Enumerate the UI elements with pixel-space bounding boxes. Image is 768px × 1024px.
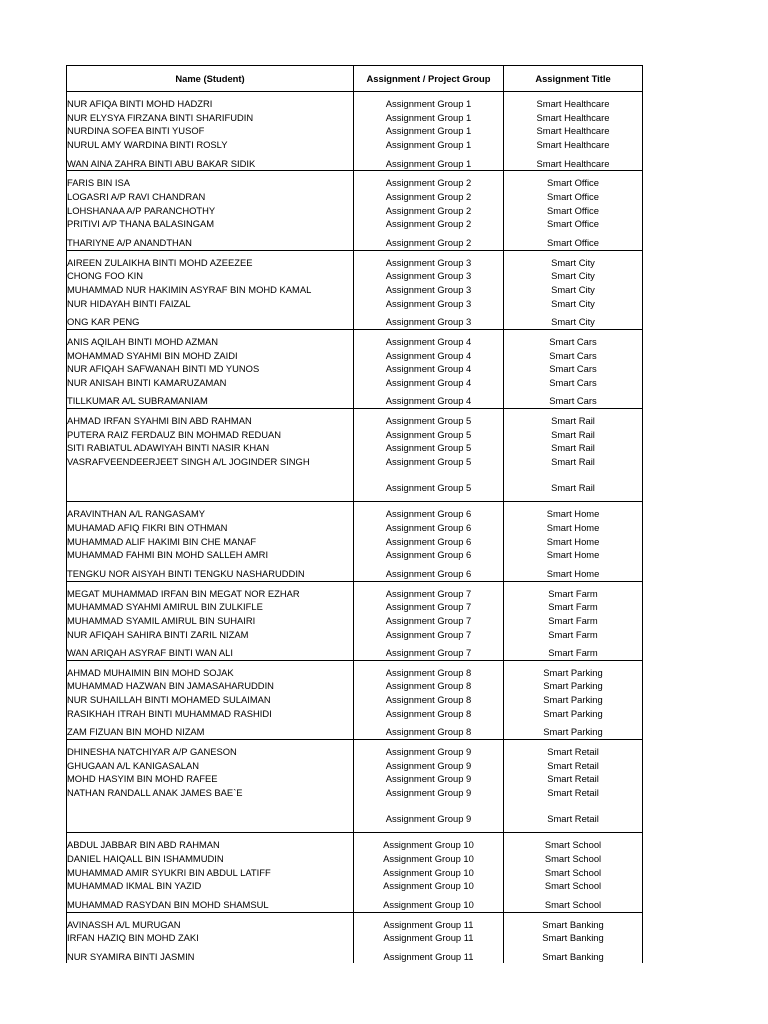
table-row [67,587,643,601]
project-group-cell: Assignment Group 9 [354,745,504,759]
assignment-title-cell: Smart City [504,297,643,311]
assignment-title-cell: Smart Office [504,204,643,218]
group-block [67,740,643,833]
student-name-cell: NUR ELYSYA FIRZANA BINTI SHARIFUDIN [67,111,354,125]
group-block [67,581,643,660]
student-name-cell: NUR AFIQAH SAFWANAH BINTI MD YUNOS [67,362,354,376]
assignment-title-cell: Smart Home [504,535,643,549]
table-row [67,679,643,693]
project-group-cell: Assignment Group 5 [354,455,504,469]
table-row [67,866,643,880]
table-row [67,745,643,759]
assignment-title-cell: Smart Home [504,521,643,535]
project-group-cell: Assignment Group 8 [354,707,504,721]
project-group-cell: Assignment Group 11 [354,950,504,964]
project-group-cell: Assignment Group 10 [354,852,504,866]
student-name-cell: WAN ARIQAH ASYRAF BINTI WAN ALI [67,646,354,660]
table-row [67,256,643,270]
assignment-title-cell: Smart School [504,898,643,912]
student-name-cell: NUR HIDAYAH BINTI FAIZAL [67,297,354,311]
group-block [67,912,643,963]
assignment-title-cell: Smart Healthcare [504,111,643,125]
project-group-cell: Assignment Group 3 [354,283,504,297]
project-group-cell: Assignment Group 6 [354,548,504,562]
table-row [67,852,643,866]
student-name-cell: THARIYNE A/P ANANDTHAN [67,236,354,250]
table-row [67,898,643,912]
table-row [67,628,643,642]
student-name-cell: MUHAMMAD ALIF HAKIMI BIN CHE MANAF [67,535,354,549]
student-name-cell: AHMAD IRFAN SYAHMI BIN ABD RAHMAN [67,414,354,428]
assignment-title-cell: Smart Farm [504,628,643,642]
assignment-title-cell: Smart City [504,269,643,283]
assignment-title-cell: Smart Rail [504,428,643,442]
student-name-cell: IRFAN HAZIQ BIN MOHD ZAKI [67,931,354,945]
assignment-title-cell: Smart Cars [504,376,643,390]
student-name-cell: NUR ANISAH BINTI KAMARUZAMAN [67,376,354,390]
assignment-title-cell: Smart Home [504,548,643,562]
project-group-cell: Assignment Group 2 [354,204,504,218]
table-row [67,521,643,535]
student-name-cell: MOHAMMAD SYAHMI BIN MOHD ZAIDI [67,349,354,363]
assignment-title-cell: Smart City [504,256,643,270]
project-group-cell: Assignment Group 6 [354,521,504,535]
table-row [67,772,643,786]
student-name-cell [67,474,354,502]
assignment-title-cell: Smart Home [504,507,643,521]
project-group-cell: Assignment Group 1 [354,138,504,152]
group-block [67,171,643,250]
table-row [67,414,643,428]
project-group-cell: Assignment Group 8 [354,725,504,739]
assignment-title-cell: Smart Office [504,176,643,190]
assignment-title-cell: Smart Banking [504,931,643,945]
table-row [67,176,643,190]
group-block [67,250,643,329]
student-name-cell: VASRAFVEENDEERJEET SINGH A/L JOGINDER SINGH [67,455,354,469]
student-name-cell: NUR AFIQA BINTI MOHD HADZRI [67,97,354,111]
table-row [67,600,643,614]
project-group-cell: Assignment Group 4 [354,362,504,376]
assignment-title-cell: Smart Home [504,567,643,581]
assignment-title-cell: Smart Parking [504,707,643,721]
project-group-cell: Assignment Group 3 [354,297,504,311]
project-group-cell: Assignment Group 5 [354,414,504,428]
assignment-title-cell: Smart Retail [504,805,643,833]
assignment-title-cell: Smart Farm [504,614,643,628]
student-name-cell: RASIKHAH ITRAH BINTI MUHAMMAD RASHIDI [67,707,354,721]
student-name-cell: PUTERA RAIZ FERDAUZ BIN MOHMAD REDUAN [67,428,354,442]
project-group-cell: Assignment Group 8 [354,693,504,707]
table-row [67,362,643,376]
table-row [67,297,643,311]
column-header-group: Assignment / Project Group [354,66,504,92]
table-row [67,548,643,562]
table-row [67,455,643,469]
table-row [67,786,643,800]
project-group-cell: Assignment Group 7 [354,614,504,628]
assignment-title-cell: Smart Cars [504,349,643,363]
student-name-cell: GHUGAAN A/L KANIGASALAN [67,759,354,773]
assignment-title-cell: Smart Healthcare [504,97,643,111]
assignment-title-cell: Smart Cars [504,362,643,376]
student-name-cell: WAN AINA ZAHRA BINTI ABU BAKAR SIDIK [67,157,354,171]
student-name-cell: SITI RABIATUL ADAWIYAH BINTI NASIR KHAN [67,441,354,455]
table-row [67,138,643,152]
student-name-cell: DHINESHA NATCHIYAR A/P GANESON [67,745,354,759]
table-row [67,805,643,833]
project-group-cell: Assignment Group 1 [354,157,504,171]
assignment-title-cell: Smart Healthcare [504,124,643,138]
assignment-title-cell: Smart Banking [504,918,643,932]
assignment-title-cell: Smart Office [504,236,643,250]
assignment-title-cell: Smart Rail [504,441,643,455]
student-name-cell [67,805,354,833]
table-row [67,204,643,218]
project-group-cell: Assignment Group 4 [354,376,504,390]
table-row [67,394,643,408]
assignment-title-cell: Smart Rail [504,474,643,502]
assignment-title-cell: Smart Rail [504,455,643,469]
project-group-cell: Assignment Group 10 [354,838,504,852]
table-row [67,931,643,945]
table-row [67,666,643,680]
project-group-cell: Assignment Group 2 [354,217,504,231]
assignment-title-cell: Smart Retail [504,745,643,759]
table-row [67,918,643,932]
table-row [67,707,643,721]
table-row [67,217,643,231]
assignment-title-cell: Smart School [504,838,643,852]
student-name-cell: MUHAMMAD FAHMI BIN MOHD SALLEH AMRI [67,548,354,562]
table-row [67,725,643,739]
table-row [67,759,643,773]
project-group-cell: Assignment Group 1 [354,111,504,125]
table-row [67,950,643,964]
assignment-title-cell: Smart Farm [504,646,643,660]
assignment-title-cell: Smart Farm [504,587,643,601]
project-group-cell: Assignment Group 5 [354,441,504,455]
table-row [67,236,643,250]
project-group-cell: Assignment Group 7 [354,628,504,642]
assignment-table-container [66,65,642,963]
student-name-cell: MUHAMMAD RASYDAN BIN MOHD SHAMSUL [67,898,354,912]
assignment-title-cell: Smart Cars [504,394,643,408]
student-name-cell: ANIS AQILAH BINTI MOHD AZMAN [67,335,354,349]
assignment-title-cell: Smart City [504,283,643,297]
assignment-title-cell: Smart Retail [504,786,643,800]
project-group-cell: Assignment Group 8 [354,679,504,693]
assignment-title-cell: Smart Parking [504,679,643,693]
group-block [67,92,643,171]
student-name-cell: NATHAN RANDALL ANAK JAMES BAE`E [67,786,354,800]
student-name-cell: DANIEL HAIQALL BIN ISHAMMUDIN [67,852,354,866]
assignment-title-cell: Smart Cars [504,335,643,349]
student-name-cell: NUR AFIQAH SAHIRA BINTI ZARIL NIZAM [67,628,354,642]
table-row [67,111,643,125]
student-name-cell: AIREEN ZULAIKHA BINTI MOHD AZEEZEE [67,256,354,270]
assignment-group-table [66,65,643,963]
table-row [67,124,643,138]
student-name-cell: MUHAMMAD SYAMIL AMIRUL BIN SUHAIRI [67,614,354,628]
student-name-cell: NURDINA SOFEA BINTI YUSOF [67,124,354,138]
assignment-title-cell: Smart Retail [504,772,643,786]
project-group-cell: Assignment Group 4 [354,335,504,349]
project-group-cell: Assignment Group 1 [354,124,504,138]
assignment-title-cell: Smart Retail [504,759,643,773]
project-group-cell: Assignment Group 9 [354,786,504,800]
table-row [67,283,643,297]
table-row [67,428,643,442]
table-row [67,474,643,502]
table-row [67,190,643,204]
table-row [67,157,643,171]
student-name-cell: NUR SYAMIRA BINTI JASMIN [67,950,354,964]
project-group-cell: Assignment Group 2 [354,176,504,190]
project-group-cell: Assignment Group 5 [354,474,504,502]
student-name-cell: MUHAMMAD IKMAL BIN YAZID [67,879,354,893]
project-group-cell: Assignment Group 9 [354,759,504,773]
assignment-title-cell: Smart Rail [504,414,643,428]
table-row [67,614,643,628]
assignment-title-cell: Smart Office [504,190,643,204]
student-name-cell: MUHAMAD AFIQ FIKRI BIN OTHMAN [67,521,354,535]
project-group-cell: Assignment Group 4 [354,394,504,408]
project-group-cell: Assignment Group 10 [354,879,504,893]
student-name-cell: NURUL AMY WARDINA BINTI ROSLY [67,138,354,152]
project-group-cell: Assignment Group 8 [354,666,504,680]
student-name-cell: CHONG FOO KIN [67,269,354,283]
project-group-cell: Assignment Group 5 [354,428,504,442]
project-group-cell: Assignment Group 6 [354,567,504,581]
student-name-cell: ABDUL JABBAR BIN ABD RAHMAN [67,838,354,852]
table-row [67,507,643,521]
project-group-cell: Assignment Group 3 [354,256,504,270]
project-group-cell: Assignment Group 11 [354,918,504,932]
student-name-cell: ARAVINTHAN A/L RANGASAMY [67,507,354,521]
project-group-cell: Assignment Group 1 [354,97,504,111]
student-name-cell: ONG KAR PENG [67,315,354,329]
project-group-cell: Assignment Group 3 [354,269,504,283]
student-name-cell: MOHD HASYIM BIN MOHD RAFEE [67,772,354,786]
student-name-cell: TENGKU NOR AISYAH BINTI TENGKU NASHARUDDIN [67,567,354,581]
project-group-cell: Assignment Group 7 [354,646,504,660]
column-header-title: Assignment Title [504,66,643,92]
project-group-cell: Assignment Group 2 [354,190,504,204]
group-block [67,660,643,739]
student-name-cell: TILLKUMAR A/L SUBRAMANIAM [67,394,354,408]
table-row [67,535,643,549]
assignment-title-cell: Smart Healthcare [504,157,643,171]
assignment-title-cell: Smart Healthcare [504,138,643,152]
table-header-row [67,66,643,92]
student-name-cell: MUHAMMAD NUR HAKIMIN ASYRAF BIN MOHD KAMAL [67,283,354,297]
project-group-cell: Assignment Group 3 [354,315,504,329]
project-group-cell: Assignment Group 11 [354,931,504,945]
student-name-cell: NUR SUHAILLAH BINTI MOHAMED SULAIMAN [67,693,354,707]
student-name-cell: LOHSHANAA A/P PARANCHOTHY [67,204,354,218]
project-group-cell: Assignment Group 4 [354,349,504,363]
assignment-title-cell: Smart School [504,852,643,866]
assignment-title-cell: Smart Parking [504,666,643,680]
group-block [67,329,643,408]
table-row [67,349,643,363]
table-row [67,441,643,455]
project-group-cell: Assignment Group 10 [354,898,504,912]
assignment-title-cell: Smart School [504,866,643,880]
table-row [67,693,643,707]
project-group-cell: Assignment Group 7 [354,600,504,614]
table-row [67,97,643,111]
project-group-cell: Assignment Group 7 [354,587,504,601]
student-name-cell: LOGASRI A/P RAVI CHANDRAN [67,190,354,204]
project-group-cell: Assignment Group 6 [354,535,504,549]
table-row [67,879,643,893]
project-group-cell: Assignment Group 9 [354,805,504,833]
assignment-title-cell: Smart School [504,879,643,893]
table-row [67,567,643,581]
table-row [67,646,643,660]
column-header-name: Name (Student) [67,66,354,92]
student-name-cell: MEGAT MUHAMMAD IRFAN BIN MEGAT NOR EZHAR [67,587,354,601]
table-row [67,838,643,852]
assignment-title-cell: Smart Office [504,217,643,231]
student-name-cell: FARIS BIN ISA [67,176,354,190]
project-group-cell: Assignment Group 10 [354,866,504,880]
table-row [67,269,643,283]
assignment-title-cell: Smart Parking [504,725,643,739]
student-name-cell: AVINASSH A/L MURUGAN [67,918,354,932]
assignment-title-cell: Smart Parking [504,693,643,707]
table-row [67,376,643,390]
project-group-cell: Assignment Group 9 [354,772,504,786]
student-name-cell: AHMAD MUHAIMIN BIN MOHD SOJAK [67,666,354,680]
table-row [67,335,643,349]
group-block [67,502,643,581]
group-block [67,833,643,912]
student-name-cell: MUHAMMAD AMIR SYUKRI BIN ABDUL LATIFF [67,866,354,880]
assignment-title-cell: Smart Banking [504,950,643,964]
project-group-cell: Assignment Group 2 [354,236,504,250]
student-name-cell: MUHAMMAD SYAHMI AMIRUL BIN ZULKIFLE [67,600,354,614]
table-row [67,315,643,329]
student-name-cell: MUHAMMAD HAZWAN BIN JAMASAHARUDDIN [67,679,354,693]
student-name-cell: PRITIVI A/P THANA BALASINGAM [67,217,354,231]
assignment-title-cell: Smart City [504,315,643,329]
student-name-cell: ZAM FIZUAN BIN MOHD NIZAM [67,725,354,739]
project-group-cell: Assignment Group 6 [354,507,504,521]
assignment-title-cell: Smart Farm [504,600,643,614]
group-block [67,409,643,502]
